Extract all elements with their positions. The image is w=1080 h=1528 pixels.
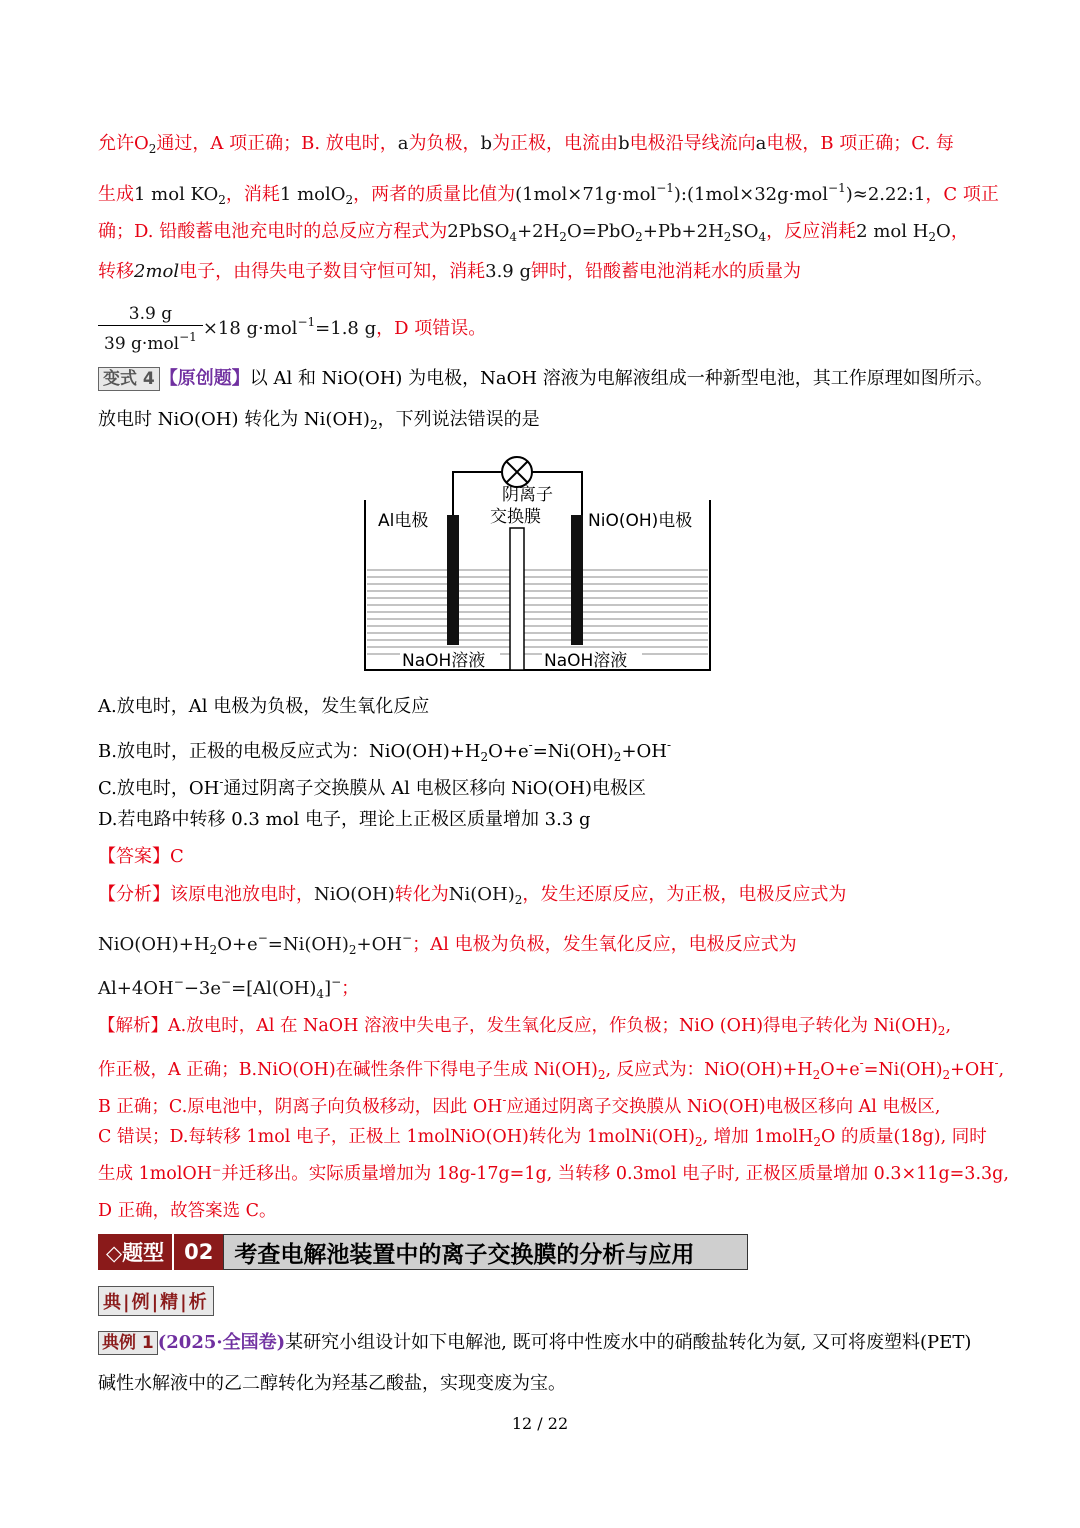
text: C 错误；D.每转移 1mol 电子，正极上 1molNiO(OH)转化为 1molNi(OH) — [98, 1127, 695, 1147]
text: D.若电路中转移 0.3 mol 电子，理论上正极区质量增加 3.3 g — [98, 809, 591, 830]
analysis-line-3 — [98, 970, 359, 1006]
text: 以 Al 和 NiO(OH) 为电极，NaOH 溶液为电解液组成一种新型电池，其工作原理如图所示。 — [249, 368, 993, 389]
text: ，C 项正 — [925, 184, 999, 205]
text: +Pb+2H — [642, 221, 724, 242]
text: 2 — [369, 418, 378, 432]
text: SO — [731, 221, 759, 242]
solution-line-4 — [98, 1125, 987, 1154]
option-b — [98, 733, 671, 769]
example-line-1 — [98, 1331, 971, 1355]
text: +OH — [356, 934, 403, 955]
text: , 反应式为：NiO(OH)+H — [605, 1060, 813, 1080]
text: −1 — [828, 181, 846, 195]
formula — [515, 181, 926, 205]
text: - — [859, 1056, 864, 1070]
text: 生成 — [98, 184, 134, 205]
text: B 正确；C.原电池中，阴离子向负极移动，因此 OH — [98, 1097, 503, 1117]
formula — [280, 184, 353, 205]
text: 转化为 — [394, 884, 449, 905]
formula — [202, 315, 377, 339]
text: ，消耗 — [225, 184, 280, 205]
text: - — [502, 1093, 507, 1107]
battery-diagram-svg — [360, 450, 720, 675]
variant-tag: 变式 4 — [98, 367, 160, 391]
text: Ni(OH) — [448, 884, 515, 905]
text: 允许O — [98, 133, 149, 154]
text: 2 — [480, 750, 489, 764]
text: 2 — [218, 193, 226, 207]
text: =Ni(OH) — [532, 741, 614, 762]
text: 钾时，铅酸蓄电池消耗水的质量为 — [531, 261, 801, 282]
example-line-2 — [98, 1372, 566, 1396]
option-d — [98, 808, 591, 832]
text: 为负极， — [408, 133, 481, 154]
text: O+e — [488, 741, 529, 762]
explanation-line-5 — [98, 298, 486, 355]
solution-line-1 — [98, 1014, 951, 1043]
text: =1.8 g — [315, 318, 377, 339]
text: 通过，A 项正确；B. 放电时， — [156, 133, 398, 154]
text: D 正确，故答案选 C。 — [98, 1201, 277, 1221]
text: 2 — [613, 750, 622, 764]
text: - — [994, 1056, 999, 1070]
text: 作正极，A 正确；B.NiO(OH)在碱性条件下得电子生成 Ni(OH) — [98, 1060, 598, 1080]
text: − — [173, 975, 184, 989]
text: b — [618, 133, 630, 154]
battery-diagram — [360, 450, 720, 679]
text: 2 — [928, 230, 937, 244]
answer — [98, 845, 184, 869]
text: 3.9 g — [485, 261, 531, 282]
text: 2 — [812, 1068, 821, 1082]
example-tag: 典例 1 — [98, 1331, 158, 1355]
explanation-line-1 — [98, 132, 954, 161]
nioh-electrode — [571, 515, 583, 645]
explanation-line-3 — [98, 220, 969, 249]
text: 某研究小组设计如下电解池, 既可将中性废水中的硝酸盐转化为氨, 又可将废塑料(PET) — [285, 1332, 972, 1353]
solution-line-6 — [98, 1199, 277, 1223]
text: - — [666, 738, 672, 752]
formula — [449, 884, 523, 905]
text: 【答案】C — [98, 846, 184, 867]
text: ，发生还原反应，为正极，电极反应式为 — [522, 884, 847, 905]
analysis-line-1 — [98, 883, 846, 912]
membrane-label-1: 阴离子 — [502, 485, 553, 505]
text: −1 — [297, 315, 316, 329]
text: 2mol — [134, 261, 180, 282]
text: +OH — [950, 1060, 995, 1080]
text: 碱性水解液中的乙二醇转化为羟基乙酸盐，实现变废为宝。 — [98, 1373, 566, 1394]
text: O+e — [820, 1060, 860, 1080]
text: B.放电时，正极的电极反应式为：NiO(OH)+H — [98, 741, 481, 762]
explanation-line-2 — [98, 176, 999, 212]
option-c — [98, 770, 646, 801]
text: − — [257, 931, 268, 945]
text: 电子，由得失电子数目守恒可知，消耗 — [179, 261, 486, 282]
text: 通过阴离子交换膜从 Al 电极区移向 NiO(OH)电极区 — [223, 778, 647, 799]
text: 2 — [348, 943, 357, 957]
text: , — [998, 1060, 1005, 1080]
source-label: 【原创题】 — [159, 368, 250, 389]
text: O=PbO — [566, 221, 636, 242]
text: 应通过阴离子交换膜从 NiO(OH)电极区移向 Al 电极区, — [506, 1097, 941, 1117]
text: b — [480, 133, 493, 154]
text: a — [397, 133, 409, 154]
text: 2 — [635, 230, 643, 244]
text: 【分析】该原电池放电时， — [98, 884, 314, 905]
section-title: 考查电解池装置中的离子交换膜的分析与应用 — [223, 1234, 748, 1270]
formula — [134, 184, 226, 205]
variant-question-line-2 — [98, 408, 540, 437]
solution-line-2 — [98, 1051, 1004, 1087]
text: 转移 — [98, 261, 134, 282]
text: ):(1mol×32g·mol — [673, 184, 829, 205]
text: 生成 1molOH⁻并迁移出。实际质量增加为 18g-17g=1g, 当转移 0.3mol 电子时, 正极区质量增加 0.3×11g=3.3g, — [98, 1164, 1009, 1184]
text: 电极沿导线流向 — [629, 133, 756, 154]
section-header — [98, 1234, 748, 1270]
formula — [98, 931, 413, 957]
text: - — [219, 775, 224, 789]
text: 2 — [209, 943, 218, 957]
text: 39 g·mol — [104, 334, 180, 354]
text: =Ni(OH) — [863, 1060, 943, 1080]
text: ×18 g·mol — [202, 318, 298, 339]
text: , 增加 1molH — [702, 1127, 814, 1147]
fraction-denominator — [98, 326, 203, 355]
text: 2 mol H — [856, 221, 929, 242]
text: 2PbSO — [447, 221, 510, 242]
electrolyte-lines — [367, 570, 708, 654]
text: O 的质量(18g), 同时 — [821, 1127, 987, 1147]
text: 1 molO — [279, 184, 346, 205]
option-a — [98, 695, 429, 719]
text: ， — [950, 221, 969, 242]
text: )≈2.22:1 — [845, 184, 926, 205]
text: 放电时 NiO(OH) 转化为 Ni(OH) — [98, 409, 370, 430]
solution-line-5 — [98, 1162, 1009, 1186]
text: (1mol×71g·mol — [515, 184, 657, 205]
section-number: 02 — [172, 1234, 223, 1270]
text: − — [331, 975, 342, 989]
text: 确；D. 铅酸蓄电池充电时的总反应方程式为 — [98, 221, 448, 242]
left-solution-label: NaOH溶液 — [402, 651, 486, 671]
text: 2 — [813, 1135, 822, 1149]
text: 4 — [758, 230, 767, 244]
text: - — [528, 738, 533, 752]
text: 为正极，电流由 — [492, 133, 619, 154]
text: ，下列说法错误的是 — [377, 409, 540, 430]
text: =Ni(OH) — [267, 934, 349, 955]
text: 2 — [345, 193, 354, 207]
text: C.放电时，OH — [98, 778, 220, 799]
formula — [856, 221, 951, 242]
subheading: 典|例|精|析 — [98, 1286, 214, 1316]
text: 电极，B 项正确；C. 每 — [766, 133, 954, 154]
text: 4 — [316, 987, 325, 1001]
text: −3e — [183, 978, 221, 999]
text: − — [221, 975, 232, 989]
text: 1 mol KO — [134, 184, 219, 205]
text: +OH — [621, 741, 667, 762]
text: ；Al 电极为负极，发生氧化反应，电极反应式为 — [412, 934, 797, 955]
left-electrode-label: Al电极 — [378, 511, 429, 531]
text: 2 — [937, 1024, 946, 1038]
text: −1 — [656, 181, 674, 195]
text: − — [402, 931, 413, 945]
text: A.放电时，Al 电极为负极，发生氧化反应 — [98, 696, 430, 717]
formula — [447, 221, 766, 242]
text: 2 — [514, 893, 523, 907]
text: Al+4OH — [98, 978, 174, 999]
page-number: 12 / 22 — [511, 1414, 569, 1433]
text: +2H — [517, 221, 560, 242]
text: 2 — [694, 1135, 703, 1149]
text: 4 — [509, 230, 518, 244]
text: O — [936, 221, 951, 242]
al-electrode — [447, 515, 459, 645]
text: ，两者的质量比值为 — [353, 184, 516, 205]
analysis-line-2 — [98, 926, 797, 962]
text: NiO(OH) — [314, 884, 395, 905]
membrane — [510, 528, 524, 670]
text: NiO(OH)+H — [98, 934, 210, 955]
right-electrode-label: NiO(OH)电极 — [588, 511, 693, 531]
formula — [98, 975, 342, 1001]
explanation-line-4 — [98, 260, 801, 284]
text: 【解析】A.放电时，Al 在 NaOH 溶液中失电子，发生氧化反应，作负极；NiO (OH)得电子转化为 Ni(OH) — [98, 1016, 938, 1036]
fraction — [98, 303, 203, 355]
text: ； — [341, 978, 360, 999]
variant-question-line-1 — [98, 367, 993, 391]
text: 2 — [148, 142, 157, 156]
text: −1 — [179, 330, 197, 344]
text: ] — [324, 978, 332, 999]
right-solution-label: NaOH溶液 — [544, 651, 628, 671]
section-icon-label: ◇题型 — [98, 1234, 172, 1270]
text: ，反应消耗 — [766, 221, 857, 242]
solution-line-3 — [98, 1088, 941, 1119]
text: a — [755, 133, 767, 154]
text: ，D 项错误。 — [376, 318, 487, 339]
fraction-numerator: 3.9 g — [98, 303, 203, 326]
text: 2 — [723, 230, 732, 244]
example-source: (2025·全国卷) — [157, 1332, 286, 1353]
text: 2 — [942, 1068, 951, 1082]
text: 2 — [559, 230, 567, 244]
text: O+e — [217, 934, 258, 955]
text: , — [945, 1016, 952, 1036]
text: 2 — [597, 1068, 606, 1082]
text: =[Al(OH) — [231, 978, 317, 999]
membrane-label-2: 交换膜 — [490, 507, 541, 527]
